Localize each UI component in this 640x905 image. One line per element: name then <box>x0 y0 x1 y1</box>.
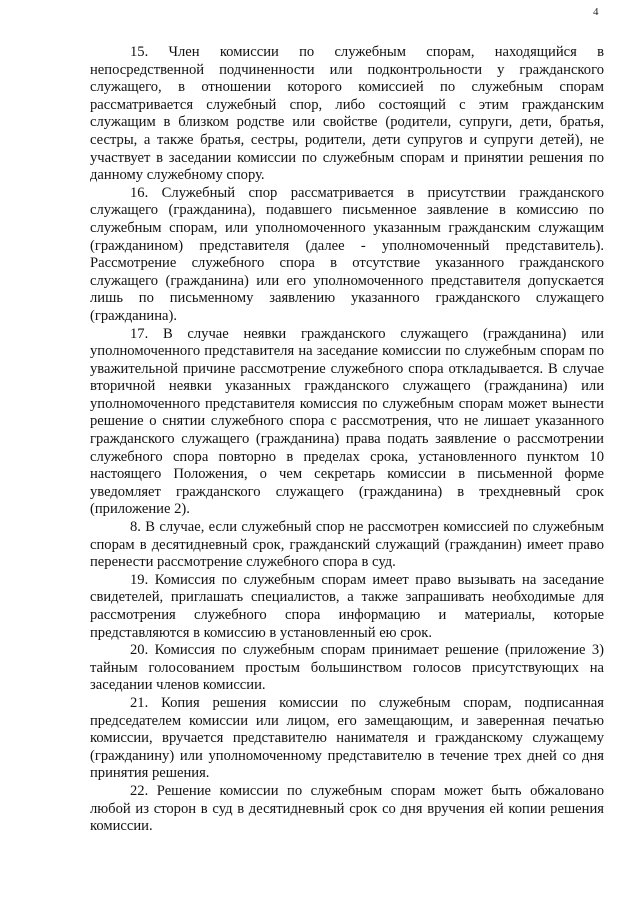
paragraph-15: 15. Член комиссии по служебным спорам, находящийся в непосредственной подчиненности или подконтрольности у гражданского служащего, в отношении которого комиссией по служебным спорам рассматривается служебный спор, либо состоящий с этим гражданским служащим в близком родстве или свойстве (родители, супруги, дети, братья, сестры, а также братья, сестры, родители, дети супругов и супруги детей), не участвует в заседании комиссии по служебным спорам и принятии решения по данному служебному спору. <box>90 44 604 184</box>
paragraph-17: 17. В случае неявки гражданского служащего (гражданина) или уполномоченного представителя на заседание комиссии по служебным спорам по уважительной причине рассмотрение служебного спора откладывается. В случае вторичной неявки указанных гражданского служащего (гражданина) или уполномоченного представителя комиссия по служебным спорам может вынести решение о снятии служебного спора с рассмотрения, что не лишает указанного гражданского служащего (гражданина) права подать заявление о рассмотрении служебного спора повторно в пределах срока, установленного пунктом 10 настоящего Положения, о чем секретарь комиссии в письменной форме уведомляет гражданского служащего (гражданина) в трехдневный срок (приложение 2). <box>90 325 604 518</box>
paragraph-21: 21. Копия решения комиссии по служебным спорам, подписанная председателем комиссии или лицом, его замещающим, и заверенная печатью комиссии, вручается представителю нанимателя и гражданскому служащему (гражданину) или уполномоченному представителю в течение трех дней со дня принятия решения. <box>90 694 604 782</box>
paragraph-19: 19. Комиссия по служебным спорам имеет право вызывать на заседание свидетелей, приглашать специалистов, а также запрашивать необходимые для рассмотрения служебного спора информацию и материалы, которые представляются в комиссию в установленный ею срок. <box>90 571 604 641</box>
paragraph-20: 20. Комиссия по служебным спорам принимает решение (приложение 3) тайным голосованием простым большинством голосов присутствующих на заседании членов комиссии. <box>90 642 604 694</box>
document-body <box>90 44 604 836</box>
page-number: 4 <box>593 6 599 18</box>
paragraph-18: 8. В случае, если служебный спор не рассмотрен комиссией по служебным спорам в десятидневный срок, гражданский служащий (гражданин) имеет право перенести рассмотрение служебного спора в суд. <box>90 519 604 571</box>
paragraph-16: 16. Служебный спор рассматривается в присутствии гражданского служащего (гражданина), подавшего письменное заявление в комиссию по служебным спорам, или уполномоченного указанным гражданским служащим (гражданином) представителя (далее - уполномоченный представитель). Рассмотрение служебного спора в отсутствие указанного гражданского служащего (гражданина) или его уполномоченного представителя допускается лишь по письменному заявлению указанного гражданского служащего (гражданина). <box>90 184 604 324</box>
paragraph-22: 22. Решение комиссии по служебным спорам может быть обжаловано любой из сторон в суд в десятидневный срок со дня вручения ей копии решения комиссии. <box>90 782 604 835</box>
